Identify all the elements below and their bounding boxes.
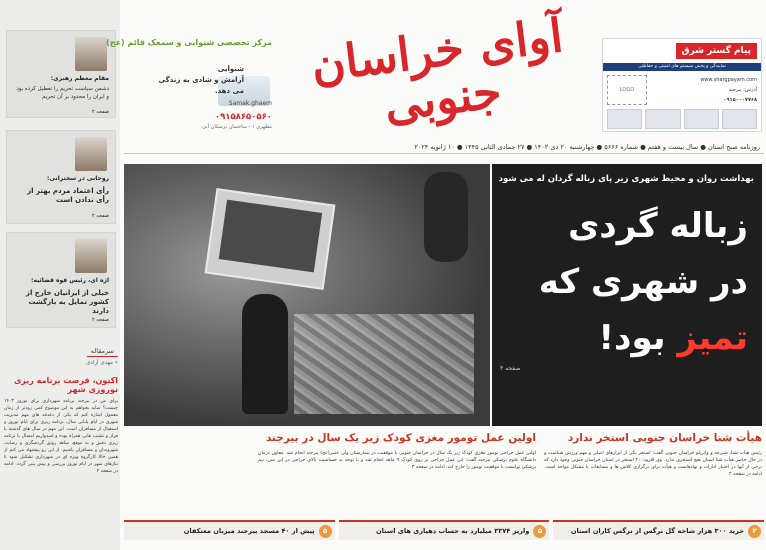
ad-website: www.shargpayam.com (700, 77, 757, 83)
garbage-bin-image (205, 188, 336, 290)
page-number-badge: ۲ (748, 525, 761, 538)
article-swimming[interactable] (544, 432, 762, 516)
footer-headline-text: واریز ۳۳۷۴ میلیارد به حساب دهیاری های استان (375, 527, 530, 535)
left-item-label: اژه ای، رئیس قوه قضائیه: (31, 277, 109, 284)
promo-address: مطهری ۱ - ساختمان پزشکان آبی (202, 124, 272, 130)
date-line: روزنامه صبح استان ● سال بیست و هفتم ● شماره ۵۶۶۶ ● چهارشنبه ۲۰ دی ۱۴۰۲ ● ۲۷ جمادی الثانی ۱۴۴۵ ● ۱۰ ژانویه ۲۰۲۴ (124, 140, 764, 154)
article-title[interactable]: هیأت شنا خراسان جنوبی استخر ندارد (567, 432, 762, 444)
portrait-image (75, 37, 107, 71)
portrait-image (75, 239, 107, 273)
left-news-box-3[interactable] (6, 232, 116, 328)
person-image (424, 172, 468, 262)
left-item-text: رأی اعتماد مردم بهتر از رأی ندادن است (27, 187, 109, 204)
ad-headline: پیام گستر شرق (676, 43, 757, 59)
left-news-box-1[interactable] (6, 30, 116, 118)
newspaper-logo: آوای خراسان جنوبی (308, 7, 566, 133)
page-number-badge: ۵ (319, 525, 332, 538)
main-photo[interactable] (124, 164, 490, 426)
editorial-column[interactable] (4, 346, 118, 542)
page-ref: صفحه ۲ (92, 213, 109, 219)
left-item-label: مقام معظم رهبری: (50, 75, 109, 82)
page-ref: صفحه ۲ (92, 109, 109, 115)
left-news-box-2[interactable] (6, 130, 116, 224)
left-item-text: خیلی از ایرانیان خارج از کشور تمایل به بازگشت دارند (25, 289, 109, 315)
left-item-label: روحانی در سخنرانی: (47, 175, 109, 182)
person-image (242, 294, 288, 414)
camera-icon (607, 109, 642, 129)
article-body: رئیس هیأت شنا، شیرجه و واترپلو خراسان جنوبی گفت: استخر یکی از ابزارهای اصلی و مهم ورزش شناست و در حال حاضر هیأت شنا استان هیچ استخری ندارد. وی افزود: ۲۰ استخر در استان خراسان جنوبی وجود دارد که برخی از آنها در اختیار ادارات و نهادهاست و هیأت برای برگزاری کلاس ها و مسابقات با مشکل مواجه است. ادامه در صفحه ۲ (544, 451, 762, 477)
page-number-badge: ۵ (533, 525, 546, 538)
headline-line-3: تمیز بود! (598, 318, 748, 358)
ad-phone: ۰۹۱۵۰۰۰۷۷۶۸ (723, 97, 757, 103)
security-ad[interactable] (602, 38, 762, 132)
camera-icon (645, 109, 680, 129)
footer-headline[interactable] (124, 520, 335, 540)
portrait-image (75, 137, 107, 171)
camera-icon (722, 109, 757, 129)
editorial-title[interactable]: اکنون، فرصت برنامه ریزی نوروزی شهر (13, 376, 118, 394)
footer-headline-text: پیش از ۴۰ مسجد بیرجند میزبان معتکفان (183, 527, 315, 535)
headline-line-2: در شهری که (538, 262, 748, 302)
page-ref: صفحه ۲ (92, 317, 109, 323)
footer-headlines (124, 520, 764, 544)
main-headline[interactable] (500, 198, 748, 366)
main-subhead: بهداشت روان و محیط شهری زیر پای زباله گردان له می شود (498, 174, 754, 184)
headline-line-1: زباله گردی (568, 206, 748, 246)
masthead (280, 7, 600, 138)
ad-address: آدرس: بیرجند (728, 87, 757, 93)
promo-text: شنوایی آرامش و شادی به زندگی می دهد. (158, 65, 244, 95)
article-title[interactable]: اولین عمل تومور مغزی کودک زیر یک سال در بیرجند (265, 432, 536, 444)
article-surgery[interactable] (258, 432, 536, 516)
hearing-center-ad[interactable] (106, 38, 272, 132)
footer-headline-text: خرید ۳۰۰ هزار شاخه گل نرگس از نرگس کاران استان (570, 527, 744, 535)
ad-strip: نمایندگی و پخش سیستم های امنیتی و حفاظتی (603, 63, 761, 71)
main-headline-panel[interactable] (492, 164, 762, 426)
promo-phone: ۰۹۱۵۸۶۵۰۵۶۰ (214, 112, 272, 122)
ad-logo-icon: LOGO (607, 75, 647, 105)
camera-icon (684, 109, 719, 129)
ad-product-images (607, 109, 757, 129)
debris-image (294, 314, 474, 414)
promo-title: مرکز تخصصی شنوایی و سمعک قائم (عج) (106, 38, 272, 47)
left-item-text: دشمن سیاست تحریم را تعطیل کرده بود و ایران را محدود بر آن تحریم (16, 86, 109, 100)
left-column (0, 0, 120, 550)
page-ref: صفحه ۳ (500, 365, 521, 372)
editorial-tag: سرمقاله (87, 346, 118, 357)
editorial-author: • مهدی آزادی (86, 360, 118, 366)
footer-headline[interactable] (339, 520, 550, 540)
article-body: اولین عمل جراحی تومور مغزی کودک زیر یک سال در خراسان جنوبی با موفقیت در بیمارستان ولی عصر(عج) بیرجند انجام شد. معاون درمان دانشگاه علوم پزشکی بیرجند گفت: این عمل جراحی بر روی کودک ۹ ماهه انجام شد و با توجه به حساسیت بالای جراحی در این سن، تیم پزشکی توانست با موفقیت تومور را خارج کند. ادامه در صفحه ۳ (258, 451, 536, 470)
promo-handle: Samak.ghaem (228, 100, 272, 107)
footer-headline[interactable] (553, 520, 764, 540)
editorial-body: برای من در بیرجند برنامه شهرداری برای نوروز ۱۴۰۳ چیست؟ شاید بخواهم به این موضوع کمی زودتر از زمان معمول اشاره کنم که یکی از دغدغه های مهم مدیریت شهری در ایام پایانی سال، برنامه ریزی برای ایام نوروز و استقبال از مسافران است. این مهم در سال های گذشته با فراز و نشیب هایی همراه بوده و امیدواریم امسال با برنامه ریزی دقیق و به موقع، شاهد رونق گردشگری و رضایت شهروندان و مسافران باشیم. از این رو پیشنهاد می کنم از همین حالا کارگروه ویژه ای در شهرداری تشکیل شود تا نیازهای شهر در ایام نوروز بررسی و پیش بینی گردد. ادامه در صفحه ۲ (4, 399, 118, 474)
